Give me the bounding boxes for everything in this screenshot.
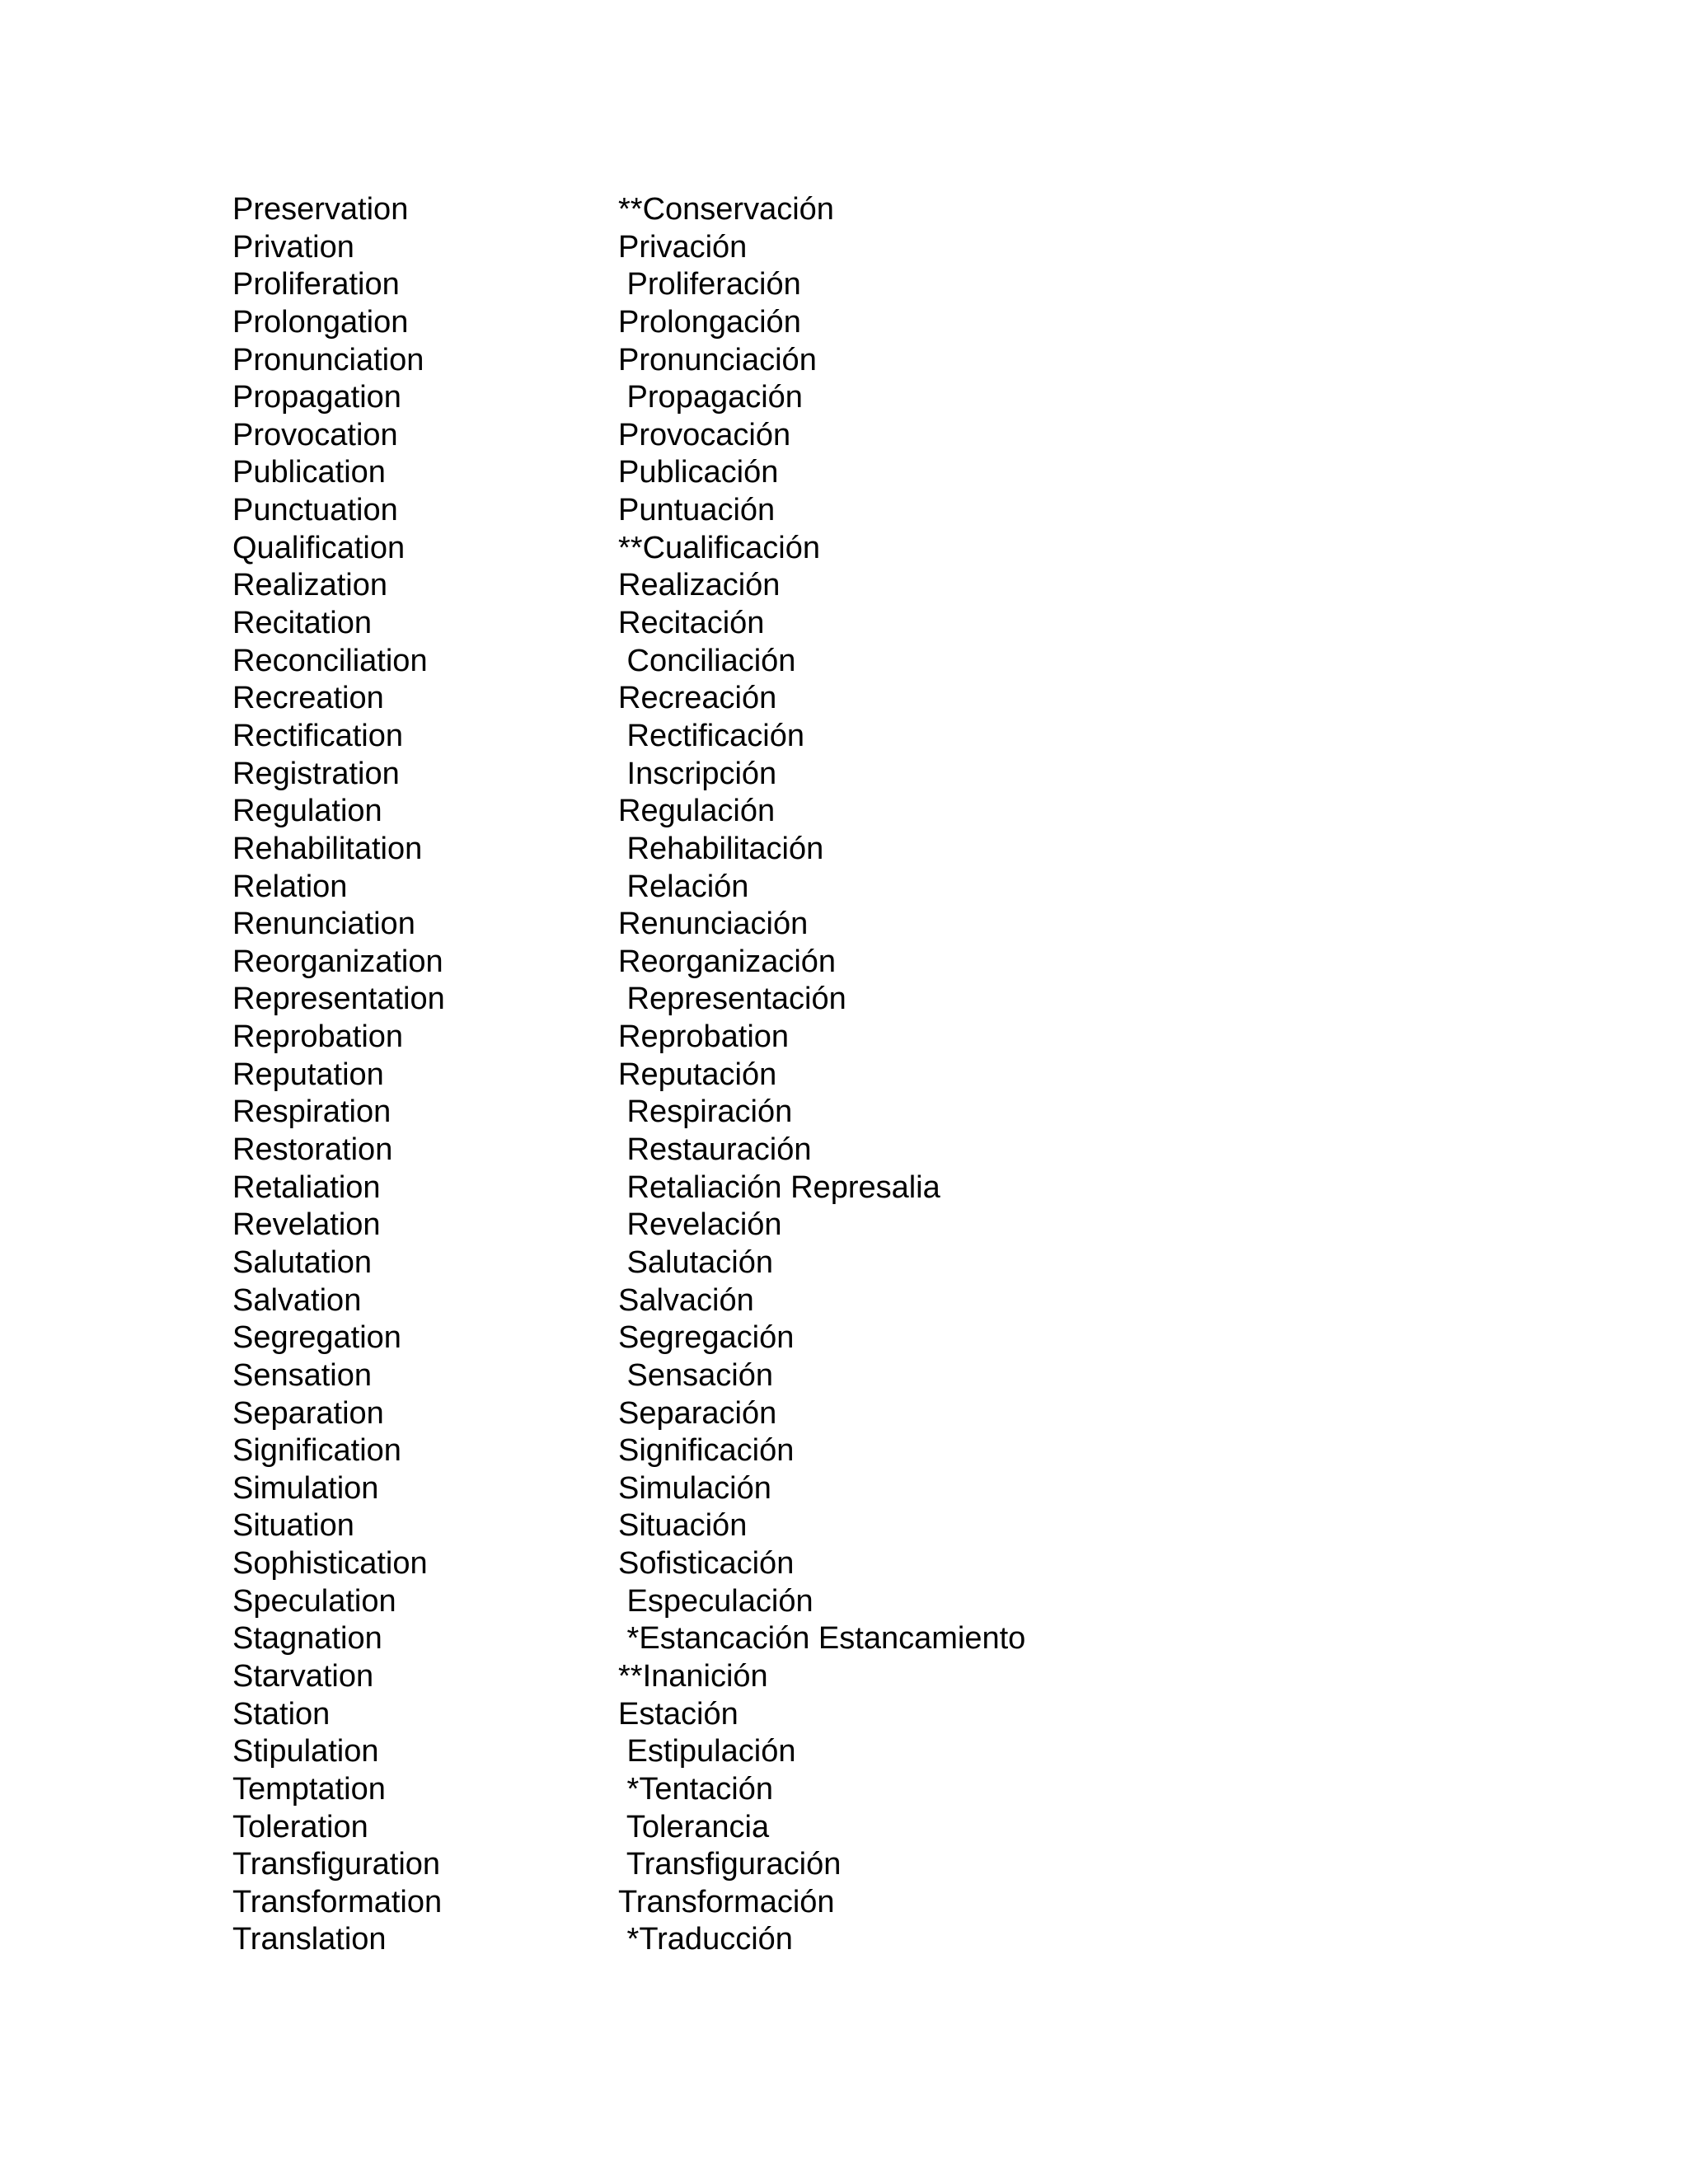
spanish-term: *Traducción [618,1922,793,1957]
spanish-term: **Cualificación [618,530,821,565]
list-item [0,1809,1688,1847]
spanish-term: Separación [618,1395,777,1431]
spanish-term: Estipulación [618,1734,796,1769]
english-term: Punctuation [232,493,398,528]
spanish-term: Reputación [618,1057,777,1092]
list-item [0,1094,1688,1132]
spanish-term: *Estancación Estancamiento [618,1621,1026,1657]
word-list [0,191,1688,1959]
english-term: Simulation [232,1470,379,1506]
spanish-term: Privación [618,229,748,265]
spanish-term: Transformación [618,1884,835,1919]
english-term: Transformation [232,1884,443,1919]
english-term: Privation [232,229,354,265]
spanish-term: Publicación [618,455,779,490]
list-item [0,1432,1688,1470]
spanish-term: **Inanición [618,1658,768,1694]
english-term: Representation [232,982,445,1017]
spanish-term: Regulación [618,794,776,829]
english-term: Respiration [232,1094,392,1130]
spanish-term: Especulación [618,1583,814,1619]
english-term: Revelation [232,1207,381,1243]
list-item [0,756,1688,794]
english-term: Rehabilitation [232,831,423,866]
spanish-term: Salvación [618,1282,754,1318]
spanish-term: Relación [618,869,749,904]
english-term: Speculation [232,1583,396,1619]
list-item [0,567,1688,605]
list-item [0,643,1688,681]
english-term: Prolongation [232,304,409,340]
spanish-term: Representación [618,982,846,1017]
list-item [0,417,1688,455]
list-item [0,492,1688,530]
english-term: Relation [232,869,348,904]
list-item [0,793,1688,831]
list-item [0,1884,1688,1922]
list-item [0,1696,1688,1734]
list-item [0,869,1688,907]
list-item [0,718,1688,756]
english-term: Separation [232,1395,384,1431]
spanish-term: Restauración [618,1132,812,1168]
spanish-term: *Tentación [618,1771,774,1807]
list-item [0,1583,1688,1621]
spanish-term: Estación [618,1696,738,1732]
english-term: Rectification [232,718,403,753]
spanish-term: Rehabilitación [618,831,824,866]
english-term: Stipulation [232,1734,379,1769]
english-term: Sensation [232,1357,373,1393]
list-item [0,1169,1688,1207]
list-item [0,1132,1688,1169]
spanish-term: Inscripción [618,756,777,791]
list-item [0,1658,1688,1696]
spanish-term: Reorganización [618,944,837,979]
english-term: Provocation [232,417,398,452]
english-term: Starvation [232,1658,374,1694]
english-term: Signification [232,1433,401,1469]
english-term: Reconciliation [232,643,428,678]
list-item [0,680,1688,718]
list-item [0,342,1688,380]
list-item [0,191,1688,229]
spanish-term: Provocación [618,417,791,452]
list-item [0,1357,1688,1395]
list-item [0,1019,1688,1057]
spanish-term: Sensación [618,1357,774,1393]
list-item [0,1395,1688,1433]
english-term: Recitation [232,606,372,641]
spanish-term: Retaliación Represalia [618,1169,940,1205]
list-item [0,379,1688,417]
english-term: Registration [232,756,400,791]
english-term: Pronunciation [232,342,424,377]
english-term: Situation [232,1508,354,1544]
spanish-term: Tolerancia [618,1809,770,1844]
english-term: Propagation [232,380,401,415]
spanish-term: Sofisticación [618,1546,795,1582]
spanish-term: Reprobation [618,1019,790,1055]
spanish-term: Recitación [618,606,765,641]
spanish-term: Situación [618,1508,748,1544]
spanish-term: Revelación [618,1207,782,1243]
english-term: Stagnation [232,1621,382,1657]
spanish-term: Realización [618,568,781,603]
english-term: Reorganization [232,944,443,979]
list-item [0,1244,1688,1282]
list-item [0,831,1688,869]
spanish-term: Proliferación [618,267,801,302]
list-item [0,1282,1688,1320]
list-item [0,1771,1688,1809]
list-item [0,1470,1688,1508]
list-item [0,1319,1688,1357]
english-term: Restoration [232,1132,393,1168]
english-term: Reprobation [232,1019,404,1055]
english-term: Toleration [232,1809,368,1844]
english-term: Salvation [232,1282,362,1318]
list-item [0,1057,1688,1094]
list-item [0,229,1688,267]
spanish-term: Segregación [618,1320,795,1356]
spanish-term: Prolongación [618,304,801,340]
list-item [0,1507,1688,1545]
list-item [0,1545,1688,1583]
list-item [0,944,1688,982]
list-item [0,266,1688,304]
english-term: Realization [232,568,387,603]
english-term: Sophistication [232,1546,428,1582]
english-term: Publication [232,455,386,490]
spanish-term: Renunciación [618,907,809,942]
english-term: Recreation [232,681,384,716]
english-term: Renunciation [232,907,415,942]
spanish-term: Conciliación [618,643,796,678]
spanish-term: Pronunciación [618,342,817,377]
spanish-term: **Conservación [618,192,834,227]
list-item [0,1733,1688,1771]
english-term: Temptation [232,1771,386,1807]
list-item [0,1846,1688,1884]
list-item [0,454,1688,492]
english-term: Translation [232,1922,387,1957]
list-item [0,1620,1688,1658]
spanish-term: Recreación [618,681,777,716]
english-term: Salutation [232,1244,373,1280]
spanish-term: Salutación [618,1244,774,1280]
spanish-term: Propagación [618,380,803,415]
english-term: Preservation [232,192,409,227]
list-item [0,906,1688,944]
english-term: Regulation [232,794,382,829]
english-term: Retaliation [232,1169,381,1205]
english-term: Station [232,1696,331,1732]
english-term: Reputation [232,1057,384,1092]
spanish-term: Simulación [618,1470,771,1506]
list-item [0,1921,1688,1959]
spanish-term: Significación [618,1433,795,1469]
spanish-term: Puntuación [618,493,776,528]
english-term: Segregation [232,1320,401,1356]
spanish-term: Respiración [618,1094,793,1130]
list-item [0,605,1688,643]
english-term: Qualification [232,530,406,565]
english-term: Proliferation [232,267,400,302]
english-term: Transfiguration [232,1847,441,1882]
list-item [0,981,1688,1019]
spanish-term: Transfiguración [618,1847,842,1882]
list-item [0,1207,1688,1244]
spanish-term: Rectificación [618,718,804,753]
list-item [0,530,1688,568]
list-item [0,304,1688,342]
